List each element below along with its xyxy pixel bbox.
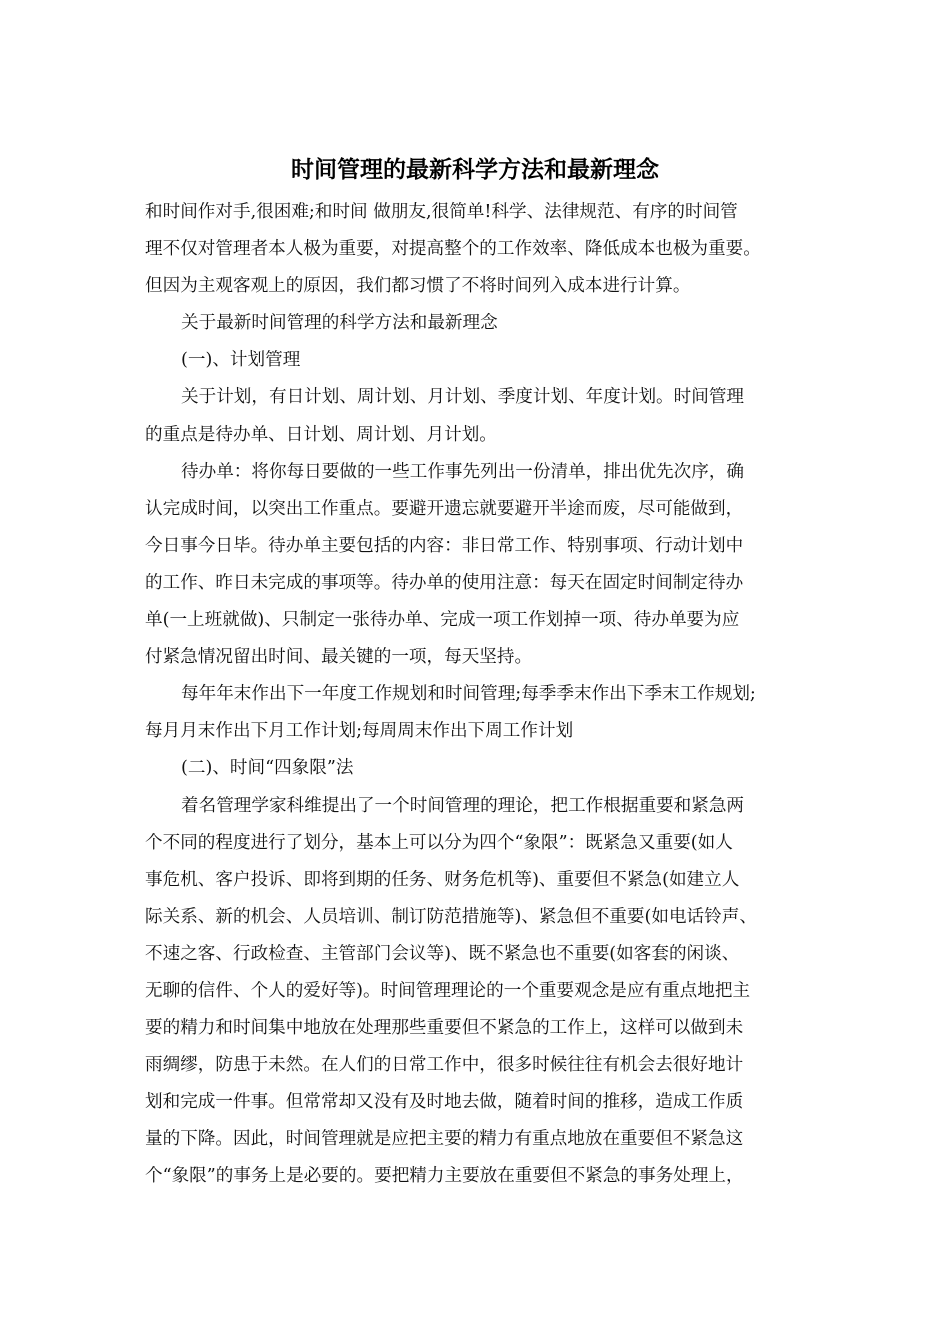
text-line: 际关系、新的机会、人员培训、制订防范措施等)、紧急但不重要(如电话铃声、 [145,906,757,927]
text-line: 的重点是待办单、日计划、周计划、月计划。 [145,424,497,445]
text-line: 今日事今日毕。待办单主要包括的内容：非日常工作、特别事项、行动计划中 [145,535,744,556]
text-line: 每月月末作出下月工作计划;每周周末作出下周工作计划 [145,721,574,742]
text-line: 个不同的程度进行了划分，基本上可以分为四个“象限”：既紧急又重要(如人 [145,832,733,853]
text-line: 的工作、昨日未完成的事项等。待办单的使用注意：每天在固定时间制定待办 [145,572,744,593]
text-line: 划和完成一件事。但常常却又没有及时地去做，随着时间的推移，造成工作质 [145,1092,744,1113]
text-line: 认完成时间，以突出工作重点。要避开遗忘就要避开半途而废，尽可能做到， [145,498,744,519]
text-line: 但因为主观客观上的原因，我们都习惯了不将时间列入成本进行计算。 [145,276,691,297]
text-line: 着名管理学家科维提出了一个时间管理的理论，把工作根据重要和紧急两 [181,795,745,816]
text-line: 理不仅对管理者本人极为重要，对提高整个的工作效率、降低成本也极为重要。 [145,239,761,260]
text-line: 不速之客、行政检查、主管部门会议等)、既不紧急也不重要(如客套的闲谈、 [145,943,740,964]
text-line: 无聊的信件、个人的爱好等)。时间管理理论的一个重要观念是应有重点地把主 [145,980,751,1001]
document-body [145,194,815,1196]
text-line: (一)、计划管理 [181,350,301,371]
text-line: 每年年末作出下一年度工作规划和时间管理;每季季末作出下季末工作规划; [181,684,756,705]
text-line: 事危机、客户投诉、即将到期的任务、财务危机等)、重要但不紧急(如建立人 [145,869,740,890]
text-line: 量的下降。因此，时间管理就是应把主要的精力有重点地放在重要但不紧急这 [145,1129,744,1150]
text-line: 关于最新时间管理的科学方法和最新理念 [181,313,498,334]
text-line: 付紧急情况留出时间、最关键的一项，每天坚持。 [145,647,533,668]
text-line: (二)、时间“四象限”法 [181,758,354,779]
text-line: 要的精力和时间集中地放在处理那些重要但不紧急的工作上，这样可以做到未 [145,1018,744,1039]
text-line: 关于计划，有日计划、周计划、月计划、季度计划、年度计划。时间管理 [181,387,745,408]
text-line: 和时间作对手,很困难;和时间 做朋友,很简单!科学、法律规范、有序的时间管 [145,202,738,222]
text-line: 待办单：将你每日要做的一些工作事先列出一份清单，排出优先次序，确 [181,461,745,482]
text-line: 单(一上班就做)、只制定一张待办单、完成一项工作划掉一项、待办单要为应 [145,610,740,631]
text-line: 雨绸缪，防患于未然。在人们的日常工作中，很多时候往往有机会去很好地计 [145,1055,744,1076]
text-line: 个“象限”的事务上是必要的。要把精力主要放在重要但不紧急的事务处理上， [145,1166,744,1187]
document-title: 时间管理的最新科学方法和最新理念 [291,157,659,183]
